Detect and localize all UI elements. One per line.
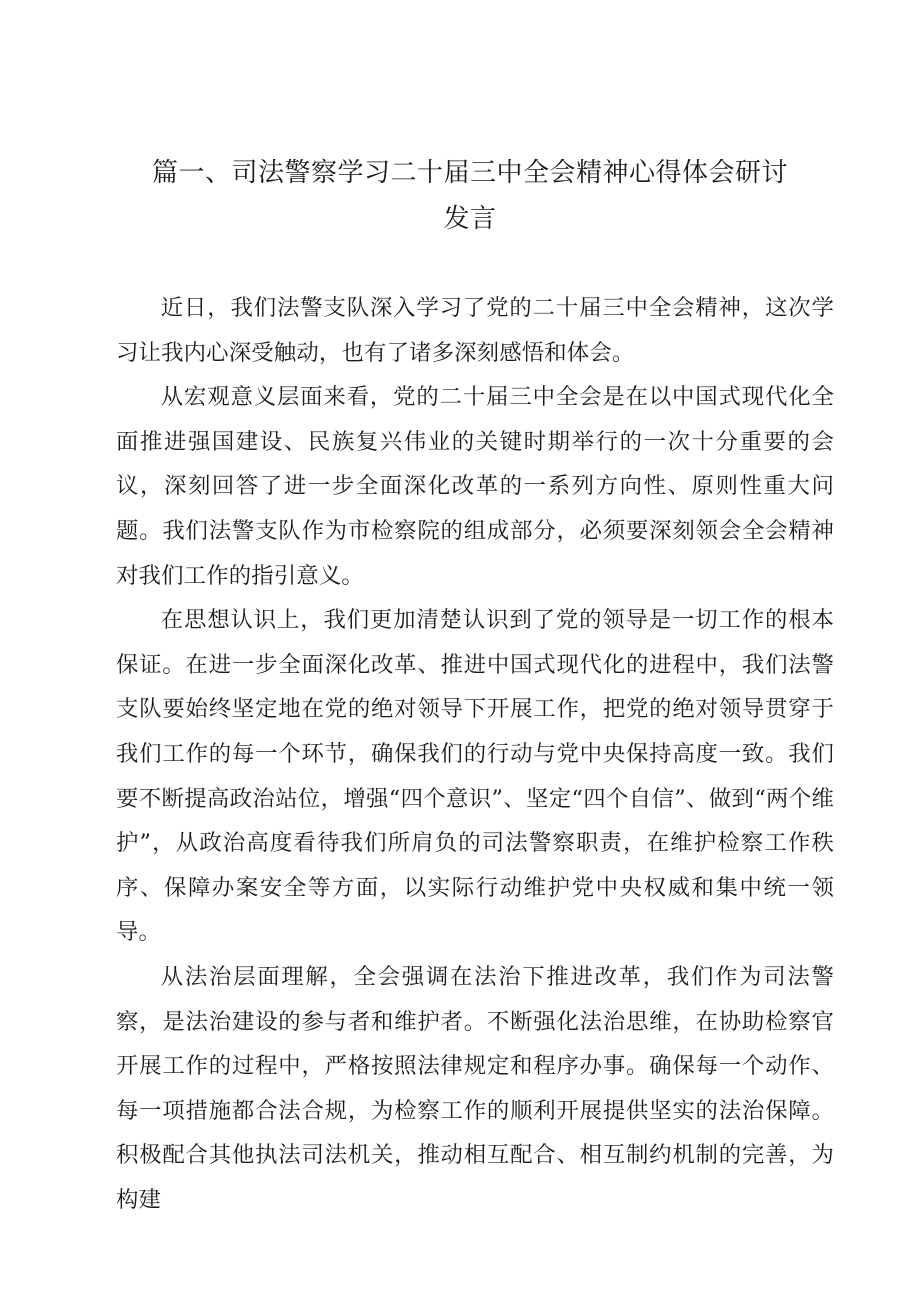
document-title: 篇一、司法警察学习二十届三中全会精神心得体会研讨发言: [151, 158, 788, 234]
paragraph-2: 从宏观意义层面来看，党的二十届三中全会是在以中国式现代化全面推进强国建设、民族复兴伟业的关键时期举行的一次十分重要的会议，深刻回答了进一步全面深化改革的一系列方向性、原则性重大问题。我们法警支队作为市检察院的组成部分，必须要深刻领会全会精神对我们工作的指引意义。: [116, 384, 834, 589]
paragraph-4: 从法治层面理解，全会强调在法治下推进改革，我们作为司法警察，是法治建设的参与者和维护者。不断强化法治思维，在协助检察官开展工作的过程中，严格按照法律规定和程序办事。确保每一个动作、每一项措施都合法合规，为检察工作的顺利开展提供坚实的法治保障。积极配合其他执法司法机关，推动相互配合、相互制约机制的完善，为构建: [116, 963, 834, 1213]
paragraph-1: 近日，我们法警支队深入学习了党的二十届三中全会精神，这次学习让我内心深受触动，也有了诸多深刻感悟和体会。: [116, 295, 834, 366]
document-body: [116, 286, 834, 1222]
paragraph-3: 在思想认识上，我们更加清楚认识到了党的领导是一切工作的根本保证。在进一步全面深化改革、推进中国式现代化的进程中，我们法警支队要始终坚定地在党的绝对领导下开展工作，把党的绝对领导贯穿于我们工作的每一个环节，确保我们的行动与党中央保持高度一致。我们要不断提高政治站位，增强“四个意识”、坚定“四个自信”、做到“两个维护”，从政治高度看待我们所肩负的司法警察职责，在维护检察工作秩序、保障办案安全等方面，以实际行动维护党中央权威和集中统一领导。: [116, 607, 834, 946]
